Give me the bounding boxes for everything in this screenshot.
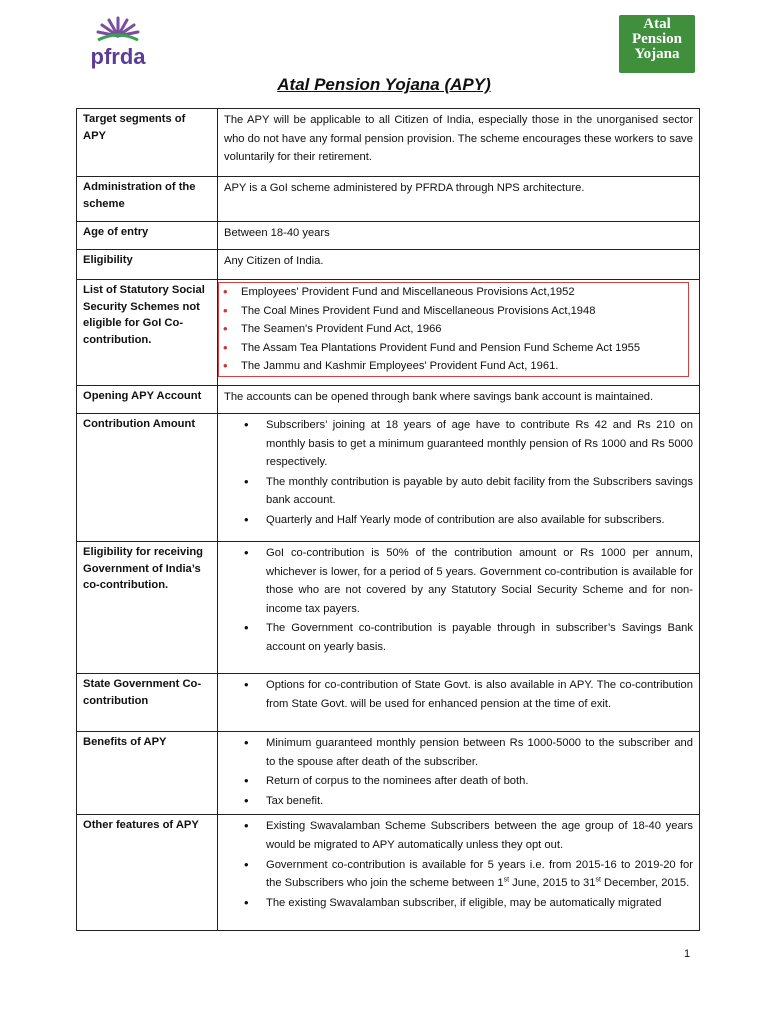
row-value: Between 18-40 years xyxy=(218,222,700,250)
table-row xyxy=(77,222,700,250)
table-row xyxy=(77,674,700,732)
pfrda-sunburst-icon xyxy=(76,12,160,72)
row-value xyxy=(218,280,700,386)
row-value xyxy=(218,542,700,674)
list-item: • Return of corpus to the nominees after death of both. xyxy=(224,772,693,791)
table-row xyxy=(77,177,700,222)
list-item: • The Government co-contribution is payable through in subscriber’s Savings Bank account on yearly basis. xyxy=(224,619,693,656)
row-key: Contribution Amount xyxy=(77,414,218,542)
table-row xyxy=(77,280,700,386)
table-row xyxy=(77,542,700,674)
benefits-list xyxy=(224,734,693,810)
superscript: st xyxy=(595,876,601,884)
row-key: Administration of the scheme xyxy=(77,177,218,222)
row-value: The accounts can be opened through bank where savings bank account is maintained. xyxy=(218,386,700,414)
svg-text:pfrda: pfrda xyxy=(90,44,146,69)
list-item: • The monthly contribution is payable by auto debit facility from the Subscribers savings bank account. xyxy=(224,473,693,510)
superscript: st xyxy=(503,876,510,884)
apy-info-table xyxy=(76,108,700,931)
list-item: • Options for co-contribution of State Govt. is also available in APY. The co-contribution from State Govt. will be used for enhanced pension at the time of exit. xyxy=(224,676,693,713)
feature-text: June, 2015 to 31 xyxy=(509,877,596,890)
list-item: • The Coal Mines Provident Fund and Miscellaneous Provisions Act,1948 xyxy=(219,302,688,321)
goi-cocontribution-list xyxy=(224,544,693,657)
row-value xyxy=(218,815,700,931)
statutory-schemes-list xyxy=(218,282,689,377)
apy-logo xyxy=(619,15,695,73)
row-key: Eligibility for receiving Government of India’s co-contribution. xyxy=(77,542,218,674)
row-key: Age of entry xyxy=(77,222,218,250)
list-item: • Tax benefit. xyxy=(224,792,693,811)
list-item: • The Assam Tea Plantations Provident Fund and Pension Fund Scheme Act 1955 xyxy=(219,339,688,358)
table-row xyxy=(77,732,700,815)
table-row xyxy=(77,386,700,414)
feature-text: December, 2015. xyxy=(600,877,690,890)
row-value: APY is a GoI scheme administered by PFRDA through NPS architecture. xyxy=(218,177,700,222)
list-item xyxy=(224,856,693,893)
list-item: • The Jammu and Kashmir Employees' Provident Fund Act, 1961. xyxy=(219,357,688,376)
list-item: • The Seamen's Provident Fund Act, 1966 xyxy=(219,320,688,339)
page-number: 1 xyxy=(684,948,691,960)
apy-logo-line-3: Yojana xyxy=(634,46,680,62)
table-row xyxy=(77,250,700,280)
row-key: Benefits of APY xyxy=(77,732,218,815)
list-item: • Quarterly and Half Yearly mode of contribution are also available for subscribers. xyxy=(224,511,693,530)
apy-logo-line-2: Pension xyxy=(631,31,682,47)
row-value xyxy=(218,414,700,542)
state-cocontribution-list xyxy=(224,676,693,713)
list-item: • GoI co-contribution is 50% of the contribution amount or Rs 1000 per annum, whichever is lower, for a period of 5 years. Government co-contribution is available for those who are not covered by any Statutory Social Security Scheme and for non-income tax payers. xyxy=(224,544,693,618)
pfrda-logo xyxy=(76,12,160,72)
document-title: Atal Pension Yojana (APY) xyxy=(277,75,491,94)
contribution-list xyxy=(224,416,693,530)
row-value: The APY will be applicable to all Citizen of India, especially those in the unorganised sector who do not have any formal pension provision. The scheme encourages these workers to save voluntarily for their retirement. xyxy=(218,109,700,177)
row-value xyxy=(218,732,700,815)
list-item: • Existing Swavalamban Scheme Subscribers between the age group of 18-40 years would be migrated to APY automatically unless they opt out. xyxy=(224,817,693,854)
list-item: • The existing Swavalamban subscriber, if eligible, may be automatically migrated xyxy=(224,894,693,913)
other-features-list xyxy=(224,817,693,912)
table-row xyxy=(77,815,700,931)
list-item: • Employees' Provident Fund and Miscellaneous Provisions Act,1952 xyxy=(219,283,688,302)
row-key: State Government Co-contribution xyxy=(77,674,218,732)
row-key: Opening APY Account xyxy=(77,386,218,414)
row-key: List of Statutory Social Security Schemes not eligible for GoI Co-contribution. xyxy=(77,280,218,386)
list-item: • Subscribers’ joining at 18 years of age have to contribute Rs 42 and Rs 210 on monthly basis to get a minimum guaranteed monthly pension of Rs 1000 and Rs 5000 respectively. xyxy=(224,416,693,472)
row-key: Other features of APY xyxy=(77,815,218,931)
row-value xyxy=(218,674,700,732)
list-item: • Minimum guaranteed monthly pension between Rs 1000-5000 to the subscriber and to the spouse after death of the subscriber. xyxy=(224,734,693,771)
feature-text: Government co-contribution is available for 5 years i.e. from 2015-16 to 2019-20 for the Subscribers who join the scheme between 1 xyxy=(266,858,693,890)
apy-logo-line-1: Atal xyxy=(643,16,671,32)
row-key: Eligibility xyxy=(77,250,218,280)
table-row xyxy=(77,109,700,177)
row-key: Target segments of APY xyxy=(77,109,218,177)
table-row xyxy=(77,414,700,542)
row-value: Any Citizen of India. xyxy=(218,250,700,280)
